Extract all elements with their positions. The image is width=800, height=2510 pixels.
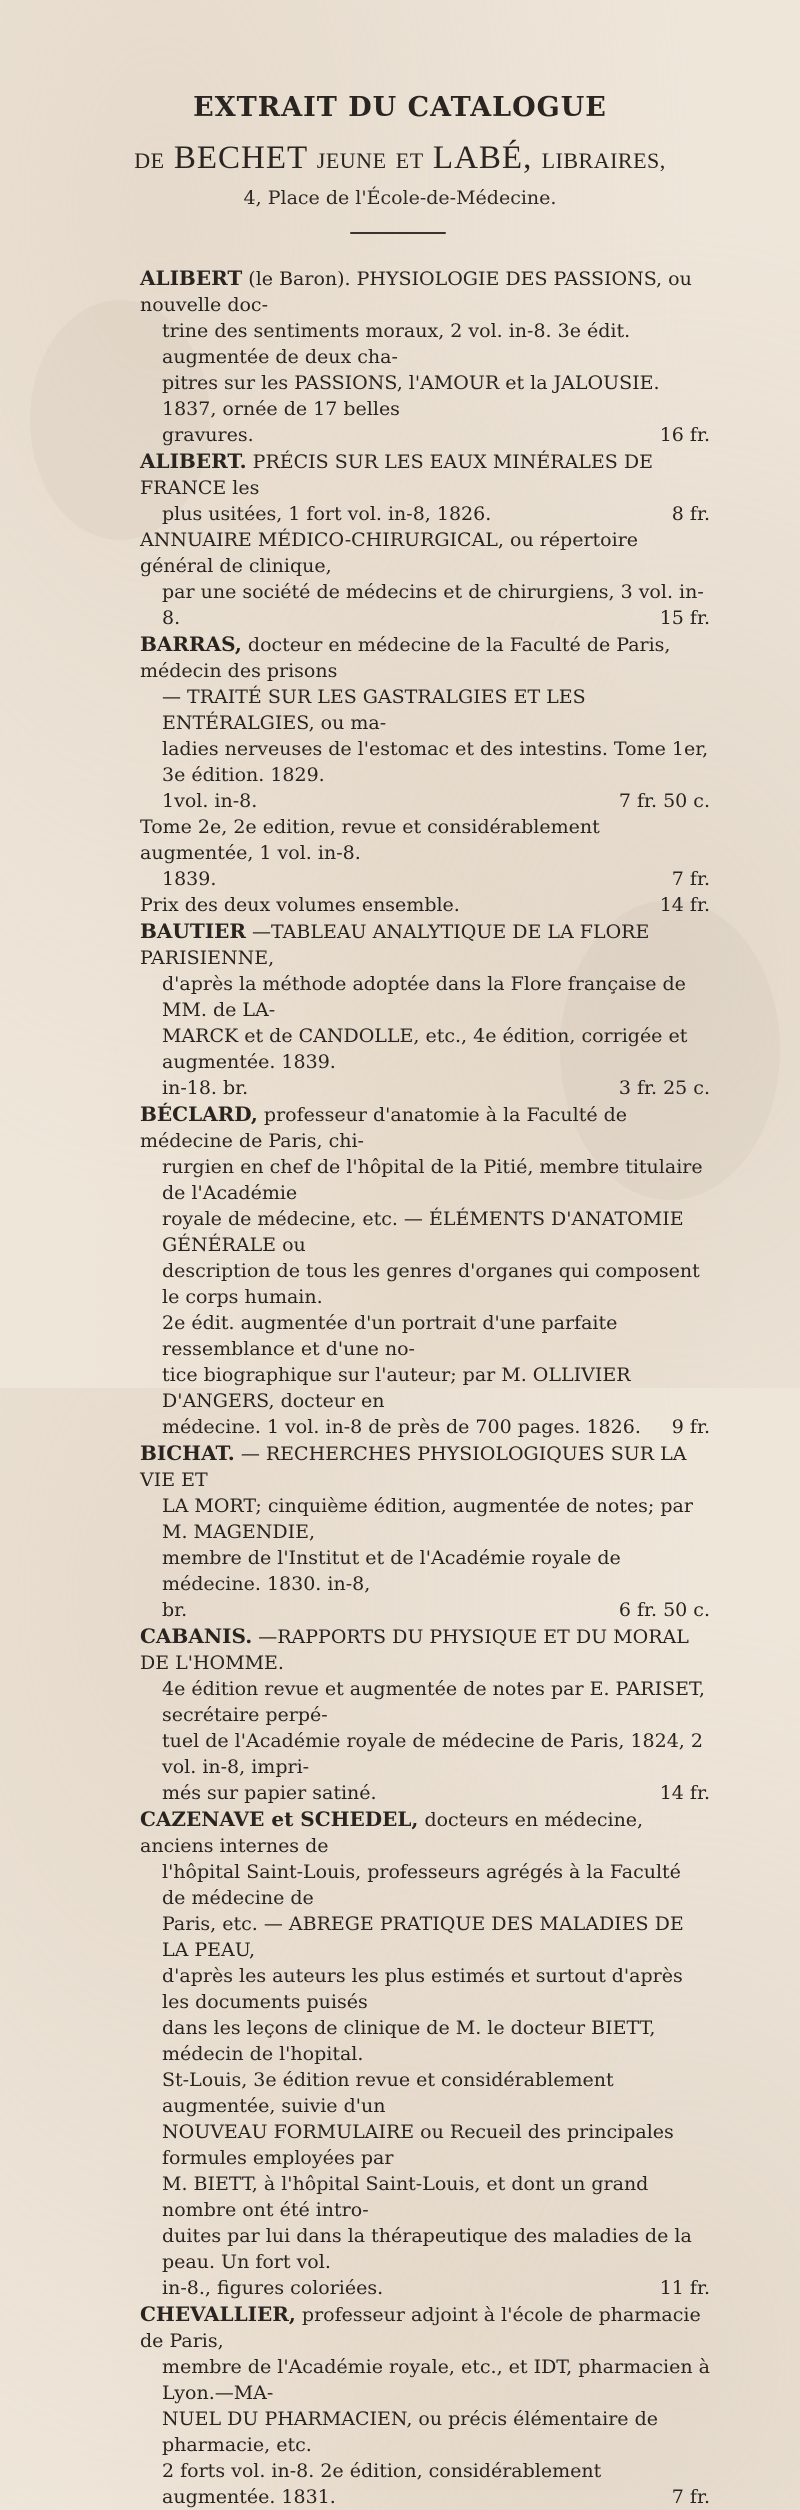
entry-text: royale de médecine, etc. — ÉLÉMENTS D'ANATOMIE GÉNÉRALE ou [162, 1208, 684, 1256]
entry-text: l'hôpital Saint-Louis, professeurs agrégés à la Faculté de médecine de [162, 1861, 681, 1909]
publisher-et: ET [395, 148, 424, 173]
entry-text: tuel de l'Académie royale de médecine de Paris, 1824, 2 vol. in-8, impri- [162, 1730, 703, 1778]
entry-text: St-Louis, 3e édition revue et considérablement augmentée, suivie d'un [162, 2069, 614, 2117]
entry-text: rurgien en chef de l'hôpital de la Pitié, membre titulaire de l'Académie [162, 1156, 703, 1204]
entry-text: professeur d'anatomie à la Faculté de médecine de Paris, chi- [140, 1104, 628, 1152]
entry-line [140, 579, 710, 631]
entry-line [140, 631, 710, 684]
entry-text: —RAPPORTS DU PHYSIQUE ET DU MORAL DE L'HOMME. [140, 1626, 689, 1674]
entry-text: 2e édit. augmentée d'un portrait d'une parfaite ressemblance et d'une no- [162, 1312, 618, 1360]
publisher-address: 4, Place de l'École-de-Médecine. [243, 187, 557, 209]
catalogue-entry [118, 448, 710, 527]
entry-line [140, 1362, 710, 1414]
entry-line [140, 1806, 710, 1859]
entry-line [140, 814, 710, 866]
publisher-name: BECHET [173, 140, 308, 176]
entry-line [140, 1911, 710, 1963]
entry-author: BARRAS, [140, 632, 242, 656]
catalogue-entry [118, 1101, 710, 1440]
entry-price: 14 fr. [659, 894, 710, 916]
entry-line [140, 2171, 710, 2223]
entry-price: 7 fr. [671, 868, 710, 890]
catalogue-entry [118, 1623, 710, 1806]
entry-text: PRÉCIS SUR LES EAUX MINÉRALES DE FRANCE les [140, 451, 653, 499]
entry-text: médecine. 1 vol. in-8 de près de 700 pages. 1826. [162, 1416, 641, 1438]
entry-text: 2 forts vol. in-8. 2e édition, considérablement augmentée. 1831. [162, 2460, 602, 2508]
entry-line [140, 1206, 710, 1258]
entry-author: BAUTIER [140, 919, 246, 943]
entry-text: par une société de médecins et de chirurgiens, 3 vol. in-8. [162, 581, 704, 629]
catalogue-entry [118, 918, 710, 1101]
entry-text: dans les leçons de clinique de M. le docteur BIETT, médecin de l'hopital. [162, 2017, 656, 2065]
entry-price: 7 fr. 50 c. [618, 790, 710, 812]
entry-line [140, 1493, 710, 1545]
entry-line [140, 1623, 710, 1676]
entry-text: NUEL DU PHARMACIEN, ou précis élémentaire de pharmacie, etc. [162, 2408, 658, 2456]
entry-line [140, 866, 710, 892]
entry-text: 4e édition revue et augmentée de notes par E. PARISET, secrétaire perpé- [162, 1678, 705, 1726]
entry-author: CAZENAVE et SCHEDEL, [140, 1807, 419, 1831]
entry-text: membre de l'Académie royale, etc., et IDT, pharmacien à Lyon.—MA- [162, 2356, 710, 2404]
catalogue-entry [118, 527, 710, 631]
entry-text: d'après la méthode adoptée dans la Flore française de MM. de LA- [162, 973, 686, 1021]
entry-text: ladies nerveuses de l'estomac et des intestins. Tome 1er, 3e édition. 1829. [162, 738, 709, 786]
entry-text: description de tous les genres d'organes qui composent le corps humain. [162, 1260, 700, 1308]
entry-line [140, 1414, 710, 1440]
entry-line [140, 370, 710, 422]
entry-author: ALIBERT [140, 266, 243, 290]
entry-author: BÉCLARD, [140, 1102, 258, 1126]
entry-text: (le Baron). PHYSIOLOGIE DES PASSIONS, ou nouvelle doc- [140, 268, 692, 316]
entry-line [140, 918, 710, 971]
entry-author: CHEVALLIER, [140, 2302, 296, 2326]
catalogue-entry [118, 1806, 710, 2301]
entry-text: 1vol. in-8. [162, 790, 258, 812]
catalogue-entry [118, 265, 710, 448]
entry-line [140, 1728, 710, 1780]
entry-text: membre de l'Institut et de l'Académie royale de médecine. 1830. in-8, [162, 1547, 621, 1595]
entry-line [140, 1154, 710, 1206]
entry-line [140, 1310, 710, 1362]
entry-text: Paris, etc. — ABREGE PRATIQUE DES MALADIES DE LA PEAU, [162, 1913, 684, 1961]
entry-line [140, 1963, 710, 2015]
entry-price: 3 fr. 25 c. [618, 1077, 710, 1099]
entry-line [140, 788, 710, 814]
entry-text: trine des sentiments moraux, 2 vol. in-8. 3e édit. augmentée de deux cha- [162, 320, 631, 368]
catalogue-entry [118, 631, 710, 814]
entry-price: 16 fr. [659, 424, 710, 446]
entry-text: MARCK et de CANDOLLE, etc., 4e édition, corrigée et augmentée. 1839. [162, 1025, 688, 1073]
entry-line [140, 2223, 710, 2275]
entry-text: pitres sur les PASSIONS, l'AMOUR et la JALOUSIE. 1837, ornée de 17 belles [162, 372, 660, 420]
entry-line [140, 501, 710, 527]
header-divider [350, 232, 446, 234]
entry-line [140, 684, 710, 736]
entry-text: M. BIETT, à l'hôpital Saint-Louis, et dont un grand nombre ont été intro- [162, 2173, 649, 2221]
publisher-libraires: LIBRAIRES, [541, 148, 666, 173]
entry-text: Tome 2e, 2e edition, revue et considérablement augmentée, 1 vol. in-8. [140, 816, 600, 864]
entry-text: 1839. [162, 868, 217, 890]
entry-line [140, 1258, 710, 1310]
entry-text: plus usitées, 1 fort vol. in-8, 1826. [162, 503, 492, 525]
publisher-line [0, 140, 800, 177]
entry-text: ANNUAIRE MÉDICO-CHIRURGICAL, ou répertoire général de clinique, [140, 529, 639, 577]
publisher-labe: LABÉ, [432, 140, 533, 176]
entry-price: 6 fr. 50 c. [618, 1599, 710, 1621]
catalogue-entry [118, 2301, 710, 2510]
entry-line [140, 1859, 710, 1911]
entry-text: LA MORT; cinquième édition, augmentée de notes; par M. MAGENDIE, [162, 1495, 693, 1543]
entry-line [140, 2275, 710, 2301]
entry-author: ALIBERT. [140, 449, 247, 473]
entry-text: — TRAITÉ SUR LES GASTRALGIES ET LES ENTÉRALGIES, ou ma- [162, 686, 586, 734]
catalogue-entry [118, 814, 710, 892]
entry-text: NOUVEAU FORMULAIRE ou Recueil des principales formules employées par [162, 2121, 674, 2169]
entry-line [140, 2119, 710, 2171]
entry-line [140, 1101, 710, 1154]
entry-line [140, 1440, 710, 1493]
entry-line [140, 265, 710, 318]
entry-text: docteurs en médecine, anciens internes de [140, 1809, 644, 1857]
entry-text: —TABLEAU ANALYTIQUE DE LA FLORE PARISIENNE, [140, 921, 650, 969]
entry-price: 7 fr. [671, 2486, 710, 2508]
entry-line [140, 971, 710, 1023]
entry-price: 9 fr. [671, 1416, 710, 1438]
entry-line [140, 1780, 710, 1806]
entry-line [140, 736, 710, 788]
entry-line [140, 1023, 710, 1075]
entry-author: BICHAT. [140, 1441, 235, 1465]
entry-price: 11 fr. [659, 2277, 710, 2299]
entry-price: 14 fr. [659, 1782, 710, 1804]
entry-text: professeur adjoint à l'école de pharmacie de Paris, [140, 2304, 701, 2352]
publisher-de: DE [134, 148, 165, 173]
entry-line [140, 1597, 710, 1623]
catalogue-entry [118, 1440, 710, 1623]
entry-text: d'après les auteurs les plus estimés et surtout d'après les documents puisés [162, 1965, 683, 2013]
entry-text: in-18. br. [162, 1077, 249, 1099]
entry-text: in-8., figures coloriées. [162, 2277, 384, 2299]
catalogue-title: EXTRAIT DU CATALOGUE [193, 92, 607, 123]
entry-line [140, 448, 710, 501]
entry-price: 8 fr. [671, 503, 710, 525]
entry-line [140, 1075, 710, 1101]
entry-text: tice biographique sur l'auteur; par M. OLLIVIER D'ANGERS, docteur en [162, 1364, 631, 1412]
entry-line [140, 892, 710, 918]
entry-line [140, 1545, 710, 1597]
entry-line [140, 2015, 710, 2067]
entry-text: br. [162, 1599, 188, 1621]
entry-line [140, 2406, 710, 2458]
entry-text: Prix des deux volumes ensemble. [140, 894, 460, 916]
catalogue-entry [118, 892, 710, 918]
entry-line [140, 2301, 710, 2354]
entry-line [140, 2354, 710, 2406]
entry-text: duites par lui dans la thérapeutique des maladies de la peau. Un fort vol. [162, 2225, 692, 2273]
entry-line [140, 1676, 710, 1728]
entry-line [140, 422, 710, 448]
entry-line [140, 2067, 710, 2119]
entry-text: gravures. [162, 424, 254, 446]
entry-line [140, 2458, 710, 2510]
entry-text: més sur papier satiné. [162, 1782, 377, 1804]
entry-author: CABANIS. [140, 1624, 253, 1648]
entry-text: — RECHERCHES PHYSIOLOGIQUES SUR LA VIE ET [140, 1443, 687, 1491]
entry-line [140, 527, 710, 579]
publisher-jeune: JEUNE [316, 148, 387, 173]
entry-price: 15 fr. [659, 607, 710, 629]
entry-text: docteur en médecine de la Faculté de Paris, médecin des prisons [140, 634, 671, 682]
entry-line [140, 318, 710, 370]
